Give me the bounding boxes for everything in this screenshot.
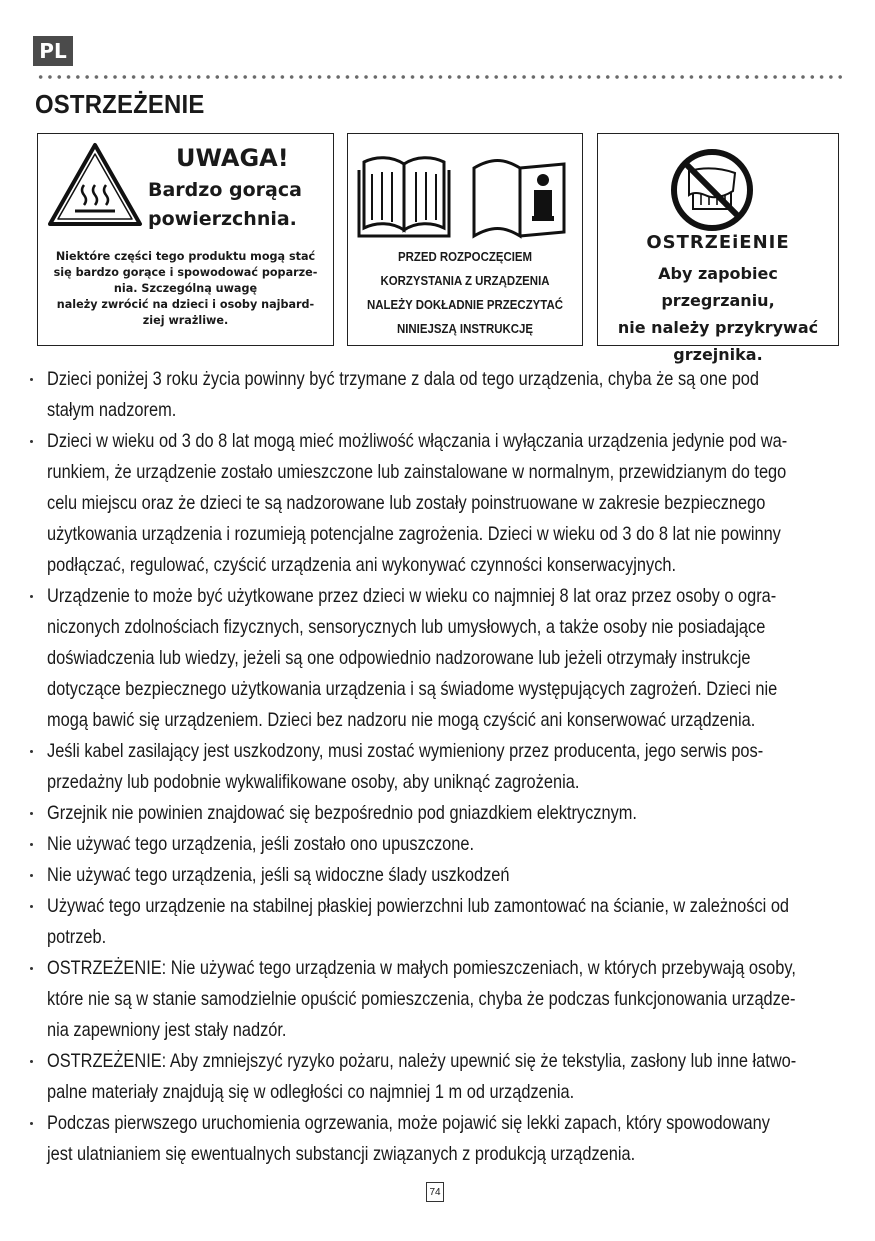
dotted-divider: [36, 74, 842, 80]
list-item-line: które nie są w stanie samodzielnie opuścić pomieszczenia, chyba że podczas funkcjonowania urządze-: [47, 988, 796, 1010]
list-item-line: potrzeb.: [47, 926, 107, 948]
list-item-line: użytkowania urządzenia i rozumieją potencjalne zagrożenia. Dzieci w wieku od 3 do 8 lat nie powinny: [47, 523, 781, 545]
do-not-cover-panel: [597, 133, 839, 364]
list-item-line: celu miejscu oraz że dzieci te są nadzorowane lub zostały poinstruowane w zakresie bezpiecznego: [47, 492, 766, 514]
list-item: [26, 798, 856, 829]
list-item-line: stałym nadzorem.: [47, 399, 177, 421]
page-number: 74: [426, 1182, 444, 1202]
list-item: [26, 1046, 856, 1108]
list-item: [26, 364, 856, 426]
list-item-line: palne materiały znajdują się w odległości co najmniej 1 m od urządzenia.: [47, 1081, 575, 1103]
no-cover-warning-title: OSTRZEiENIE: [646, 232, 790, 253]
list-item-line: jest ulatnianiem się ewentualnych substancji związanych z produkcją urządzenia.: [47, 1143, 636, 1165]
list-item-line: podłączać, regulować, czyścić urządzenia ani wykonywać czynności konserwacyjnych.: [47, 554, 677, 576]
hot-surface-description: Niektóre części tego produktu mogą stać się bardzo gorące i spowodować poparze- nia. Szczególną uwagę należy zwrócić na dzieci i osoby najbard- ziej wrażliwe.: [53, 250, 318, 327]
list-item-line: OSTRZEŻENIE: Nie używać tego urządzenia w małych pomieszczeniach, w których przebywają osoby,: [47, 957, 796, 979]
read-manual-icon: [356, 150, 574, 242]
hot-surface-warning-icon: [44, 140, 146, 230]
list-item: [26, 1108, 856, 1170]
list-item-line: Nie używać tego urządzenia, jeśli zostało ono upuszczone.: [47, 833, 475, 855]
do-not-cover-icon: [669, 147, 755, 233]
list-item-line: Jeśli kabel zasilający jest uszkodzony, musi zostać wymieniony przez producenta, jego serwis pos-: [47, 740, 764, 762]
list-item: [26, 860, 856, 891]
list-item-line: mogą bawić się urządzeniem. Dzieci bez nadzoru nie mogą czyścić ani konserwować urządzenia.: [47, 709, 756, 731]
list-item-line: niczonych zdolnościach fizycznych, sensorycznych lub umysłowych, a także osoby nie posiadające: [47, 616, 766, 638]
read-manual-text: PRZED ROZPOCZĘCIEM KORZYSTANIA Z URZĄDZENIA NALEŻY DOKŁADNIE PRZECZYTAĆ NINIEJSZĄ INSTRUKCJĘ: [367, 249, 563, 336]
list-item-line: OSTRZEŻENIE: Aby zmniejszyć ryzyko pożaru, należy upewnić się że tekstylia, zasłony lub inne łatwo-: [47, 1050, 797, 1072]
list-item-line: Dzieci w wieku od 3 do 8 lat mogą mieć możliwość włączania i wyłączania urządzenia jedynie pod wa-: [47, 430, 788, 452]
language-badge: PL: [33, 36, 73, 66]
section-title: OSTRZEŻENIE: [35, 89, 205, 119]
list-item-line: Dzieci poniżej 3 roku życia powinny być trzymane z dala od tego urządzenia, chyba że są one pod: [47, 368, 760, 390]
list-item-line: doświadczenia lub wiedzy, jeżeli są one odpowiednio nadzorowane lub jeżeli otrzymały instrukcje: [47, 647, 751, 669]
list-item: [26, 891, 856, 953]
list-item-line: Urządzenie to może być użytkowane przez dzieci w wieku co najmniej 8 lat oraz przez osoby o ogra-: [47, 585, 777, 607]
list-item-line: nia zapewniony jest stały nadzór.: [47, 1019, 287, 1041]
list-item: [26, 736, 856, 798]
safety-instructions-list: [26, 364, 856, 1170]
list-item-line: Grzejnik nie powinien znajdować się bezpośrednio pod gniazdkiem elektrycznym.: [47, 802, 637, 824]
list-item-line: Podczas pierwszego uruchomienia ogrzewania, może pojawić się lekki zapach, który spowodowany: [47, 1112, 770, 1134]
uwaga-heading: UWAGA!: [176, 144, 289, 172]
list-item: [26, 953, 856, 1046]
list-item: [26, 581, 856, 736]
list-item: [26, 426, 856, 581]
no-cover-description: Aby zapobiec przegrzaniu, nie należy przykrywać grzejnika.: [617, 264, 819, 364]
hot-surface-panel: [37, 133, 334, 346]
list-item-line: dotyczące bezpiecznego użytkowania urządzenia i są świadome występujących zagrożeń. Dzieci nie: [47, 678, 778, 700]
list-item-line: Nie używać tego urządzenia, jeśli są widoczne ślady uszkodzeń: [47, 864, 510, 886]
list-item-line: runkiem, że urządzenie zostało umieszczone lub zainstalowane w normalnym, przewidzianym do tego: [47, 461, 787, 483]
list-item-line: przedażny lub podobnie wykwalifikowane osoby, aby uniknąć zagrożenia.: [47, 771, 580, 793]
read-manual-panel: [347, 133, 583, 346]
list-item: [26, 829, 856, 860]
list-item-line: Używać tego urządzenie na stabilnej płaskiej powierzchni lub zamontować na ścianie, w zależności od: [47, 895, 790, 917]
hot-surface-subtitle: Bardzo gorąca powierzchnia.: [148, 179, 302, 230]
